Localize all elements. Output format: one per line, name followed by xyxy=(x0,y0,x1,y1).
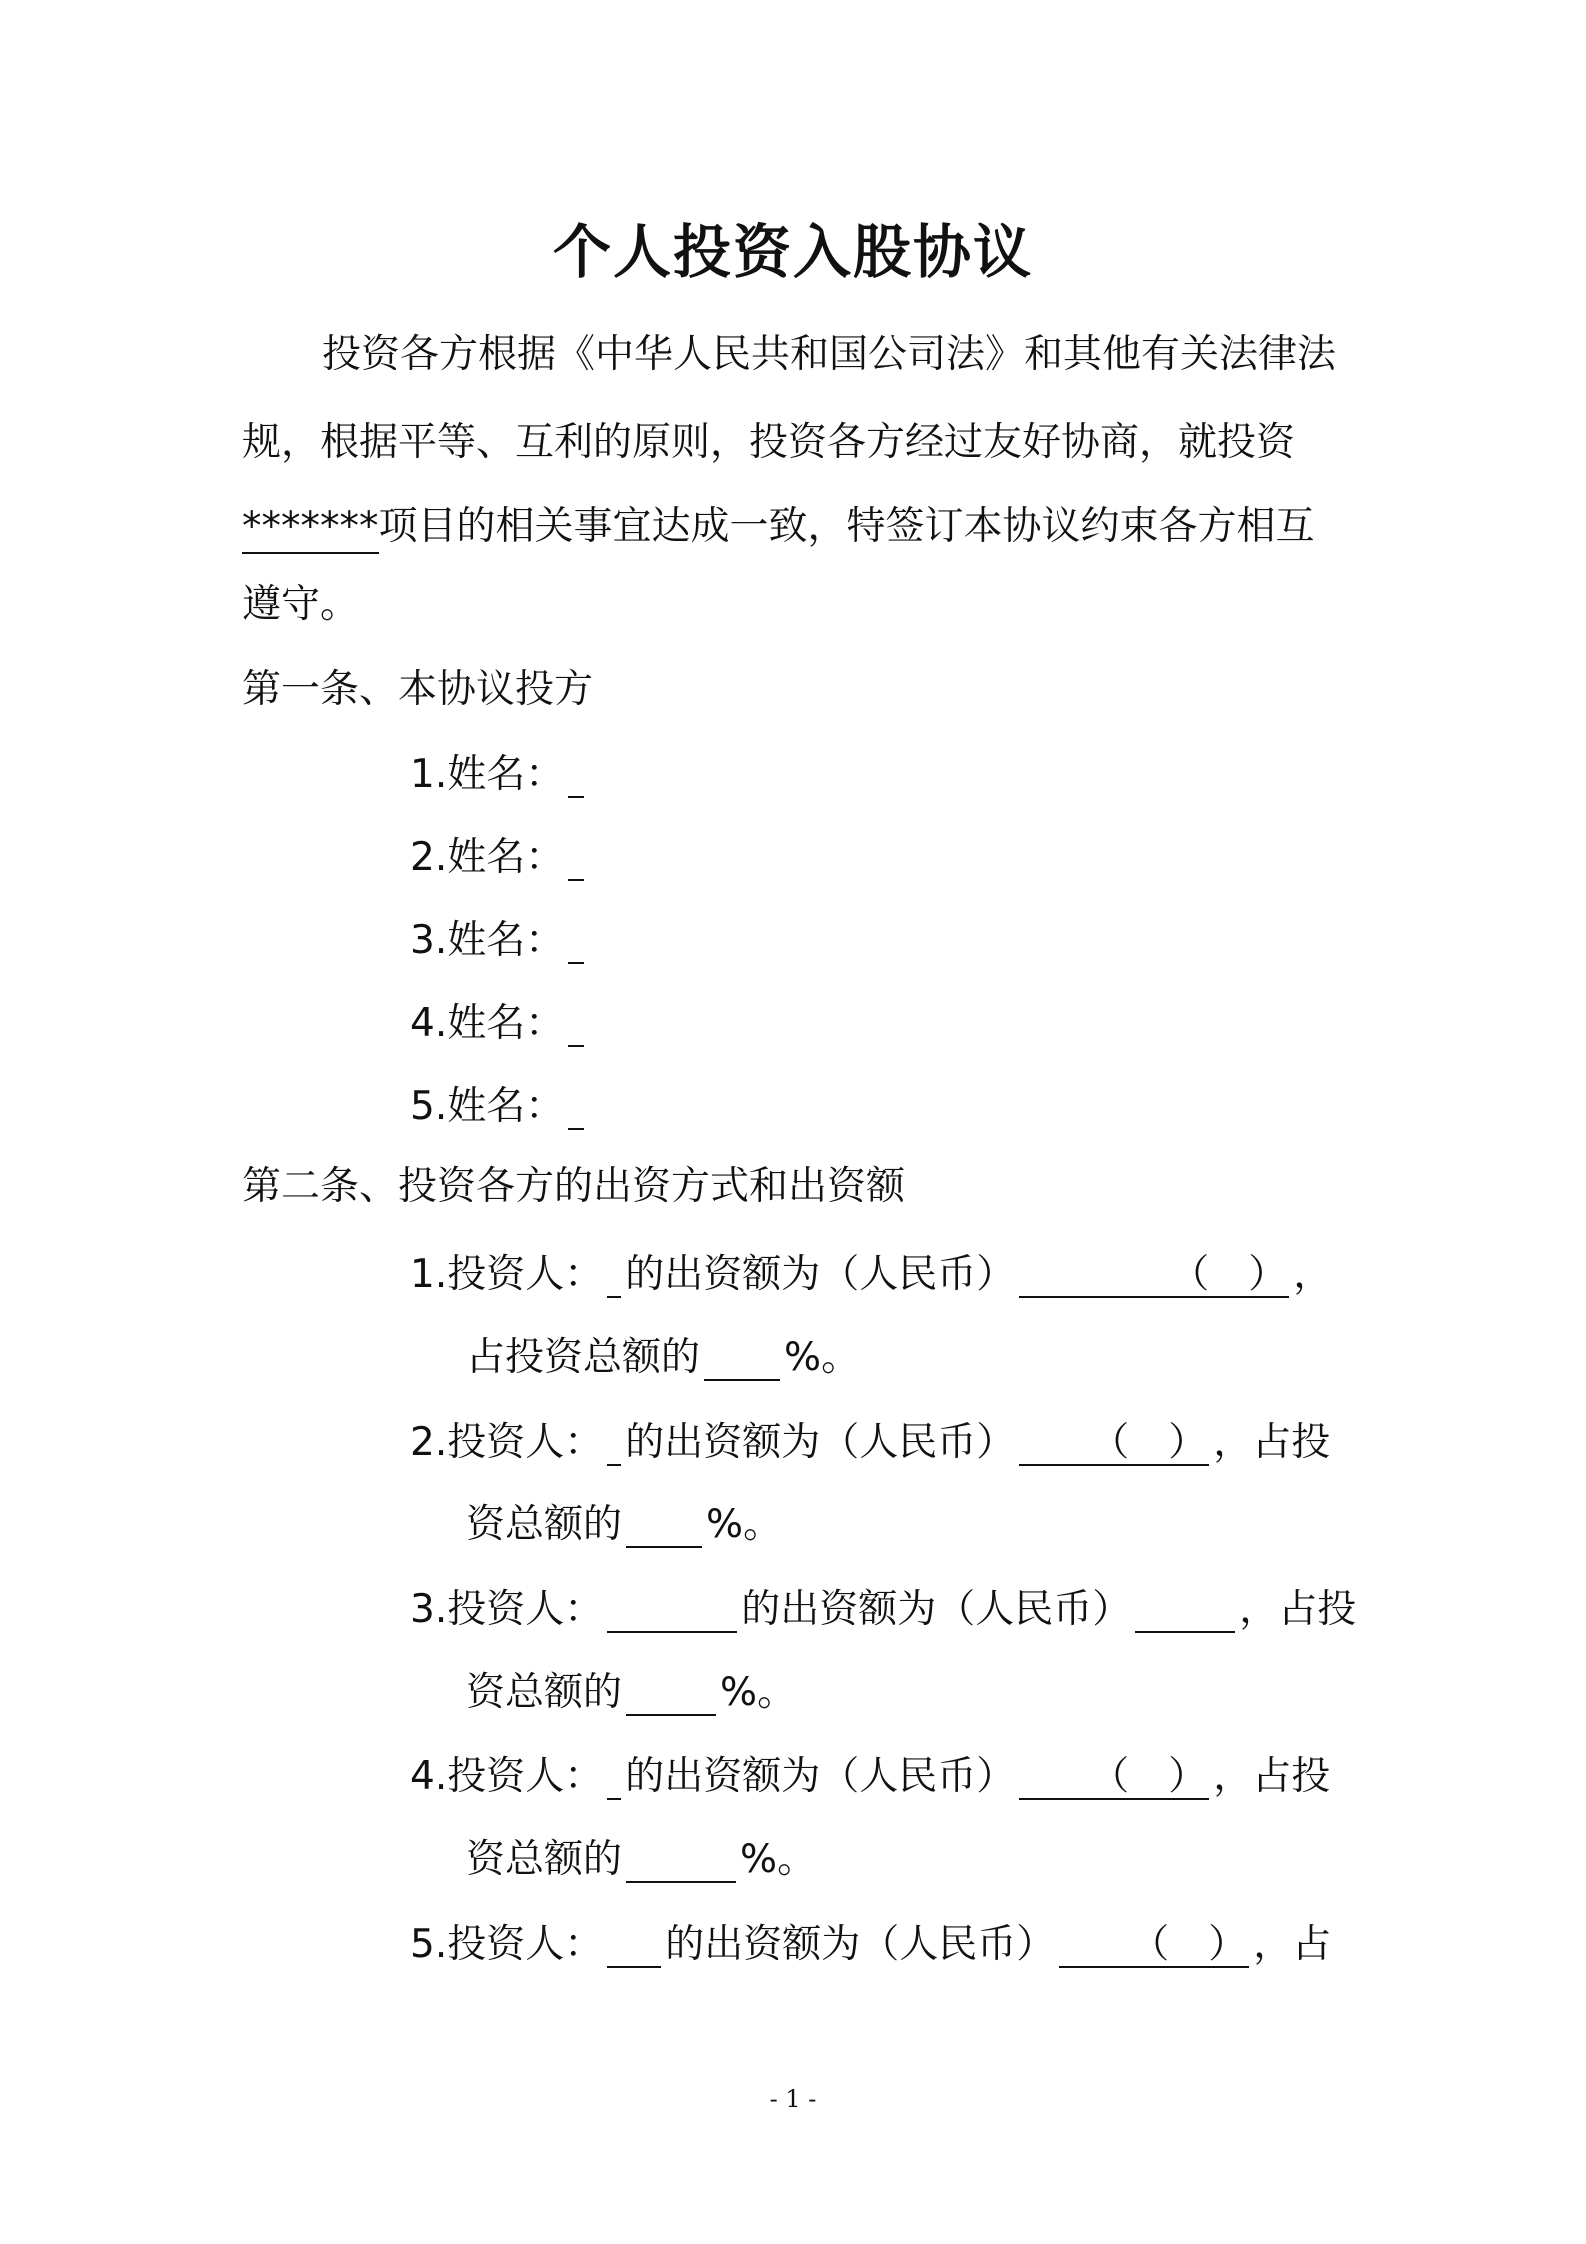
percent-sign: %。 xyxy=(720,1670,797,1715)
investor-4-line-2 xyxy=(466,1835,816,1885)
name-label: 2.姓名： xyxy=(410,835,565,880)
investor-5-line-1 xyxy=(410,1920,1331,1970)
amount-label: 的出资额为（人民币） xyxy=(665,1922,1056,1967)
share-blank xyxy=(626,1668,716,1716)
amount-blank xyxy=(1019,1250,1289,1298)
name-row xyxy=(410,1082,588,1132)
amount-paren: （ ） xyxy=(1130,1922,1248,1967)
investor-name-blank xyxy=(607,1585,737,1633)
name-blank xyxy=(568,999,584,1047)
investor-3-line-2 xyxy=(466,1668,796,1718)
name-blank xyxy=(568,750,584,798)
page-number: - 1 - xyxy=(769,2085,817,2113)
investor-name-blank xyxy=(607,1752,621,1800)
investor-3-line-1 xyxy=(410,1585,1356,1635)
project-name-mask: ******* xyxy=(242,502,379,554)
intro-line-1: 投资各方根据《中华人民共和国公司法》和其他有关法律法 xyxy=(322,332,1337,377)
intro-line-2: 规，根据平等、互利的原则，投资各方经过友好协商，就投资 xyxy=(242,420,1296,465)
share-blank xyxy=(626,1835,736,1883)
investor-name-blank xyxy=(607,1920,661,1968)
document-title: 个人投资入股协议 xyxy=(552,218,1033,286)
name-blank xyxy=(568,1082,584,1130)
name-blank xyxy=(568,833,584,881)
name-label: 4.姓名： xyxy=(410,1001,565,1046)
share-label: 资总额的 xyxy=(466,1502,623,1547)
amount-blank xyxy=(1019,1752,1209,1800)
amount-blank xyxy=(1135,1585,1235,1633)
name-row xyxy=(410,750,588,800)
share-blank xyxy=(626,1500,702,1548)
amount-blank xyxy=(1019,1418,1209,1466)
name-label: 1.姓名： xyxy=(410,752,565,797)
amount-paren: （ ） xyxy=(1090,1754,1208,1799)
line-tail: ，占投 xyxy=(1213,1754,1331,1799)
line-tail: ，占投 xyxy=(1239,1587,1357,1632)
line-tail: ， xyxy=(1293,1252,1333,1297)
intro-line-3 xyxy=(242,502,1315,554)
name-row xyxy=(410,833,588,883)
name-row xyxy=(410,999,588,1049)
amount-label: 的出资额为（人民币） xyxy=(625,1252,1016,1297)
investor-1-line-1 xyxy=(410,1250,1332,1300)
percent-sign: %。 xyxy=(706,1502,783,1547)
investor-label: 3.投资人： xyxy=(410,1587,604,1632)
share-label: 资总额的 xyxy=(466,1670,623,1715)
amount-label: 的出资额为（人民币） xyxy=(625,1754,1016,1799)
investor-2-line-2 xyxy=(466,1500,782,1550)
investor-label: 2.投资人： xyxy=(410,1420,604,1465)
investor-label: 4.投资人： xyxy=(410,1754,604,1799)
name-blank xyxy=(568,916,584,964)
line-tail: ，占 xyxy=(1253,1922,1332,1967)
amount-paren: （ ） xyxy=(1090,1420,1208,1465)
name-row xyxy=(410,916,588,966)
article-1-heading: 第一条、本协议投方 xyxy=(242,667,594,712)
investor-4-line-1 xyxy=(410,1752,1330,1802)
amount-blank xyxy=(1059,1920,1249,1968)
intro-line-3-text: 项目的相关事宜达成一致，特签订本协议约束各方相互 xyxy=(378,504,1315,549)
investor-2-line-1 xyxy=(410,1418,1330,1468)
name-label: 5.姓名： xyxy=(410,1084,565,1129)
share-label: 占投资总额的 xyxy=(466,1335,701,1380)
line-tail: ，占投 xyxy=(1213,1420,1331,1465)
investor-label: 1.投资人： xyxy=(410,1252,604,1297)
amount-label: 的出资额为（人民币） xyxy=(625,1420,1016,1465)
name-label: 3.姓名： xyxy=(410,918,565,963)
percent-sign: %。 xyxy=(784,1335,861,1380)
percent-sign: %。 xyxy=(740,1837,817,1882)
investor-label: 5.投资人： xyxy=(410,1922,604,1967)
share-blank xyxy=(704,1333,780,1381)
amount-label: 的出资额为（人民币） xyxy=(741,1587,1132,1632)
article-2-heading: 第二条、投资各方的出资方式和出资额 xyxy=(242,1164,906,1209)
intro-line-4: 遵守。 xyxy=(242,582,360,627)
investor-name-blank xyxy=(607,1418,621,1466)
share-label: 资总额的 xyxy=(466,1837,623,1882)
investor-1-line-2 xyxy=(466,1333,860,1383)
investor-name-blank xyxy=(607,1250,621,1298)
amount-paren: （ ） xyxy=(1170,1252,1288,1297)
